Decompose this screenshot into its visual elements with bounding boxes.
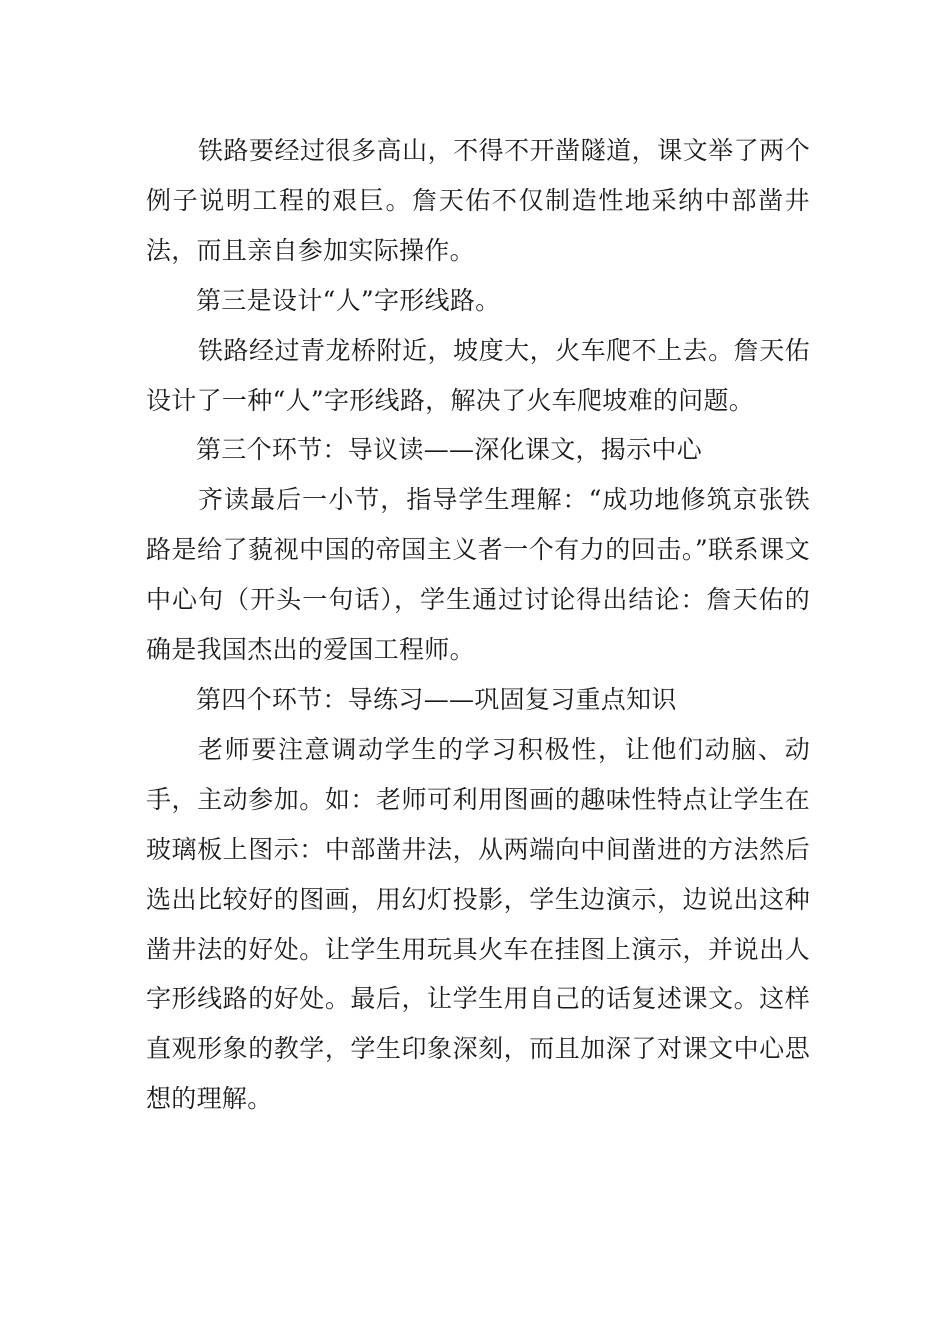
paragraph-practice: 老师要注意调动学生的学习积极性，让他们动脑、动手，主动参加。如：老师可利用图画的趣味性特点让学生在玻璃板上图示：中部凿井法，从两端向中间凿进的方法然后选出比较好的图画，用幻灯投影，学生边演示，边说出这种凿井法的好处。让学生用玩具火车在挂图上演示，并说出人字形线路的好处。最后，让学生用自己的话复述课文。这样直观形象的教学，学生印象深刻，而且加深了对课文中心思想的理解。 [146, 734, 810, 1114]
heading-ren-shaped-route: 第三是设计“人”字形线路。 [196, 285, 501, 315]
heading-fourth-stage: 第四个环节：导练习——巩固复习重点知识 [196, 684, 677, 714]
paragraph-tunnels: 铁路要经过很多高山，不得不开凿隧道，课文举了两个例子说明工程的艰巨。詹天佑不仅制造性地采纳中部凿井法，而且亲自参加实际操作。 [146, 136, 810, 265]
document-body [146, 126, 810, 1124]
paragraph-read-aloud: 齐读最后一小节，指导学生理解：“成功地修筑京张铁路是给了藐视中国的帝国主义者一个有力的回击。”联系课文中心句（开头一句话），学生通过讨论得出结论：詹天佑的确是我国杰出的爱国工程师。 [146, 485, 810, 665]
paragraph-qinglong-bridge: 铁路经过青龙桥附近，坡度大，火车爬不上去。詹天佑设计了一种“人”字形线路，解决了火车爬坡难的问题。 [146, 335, 810, 415]
heading-third-stage: 第三个环节：导议读——深化课文，揭示中心 [196, 435, 703, 465]
